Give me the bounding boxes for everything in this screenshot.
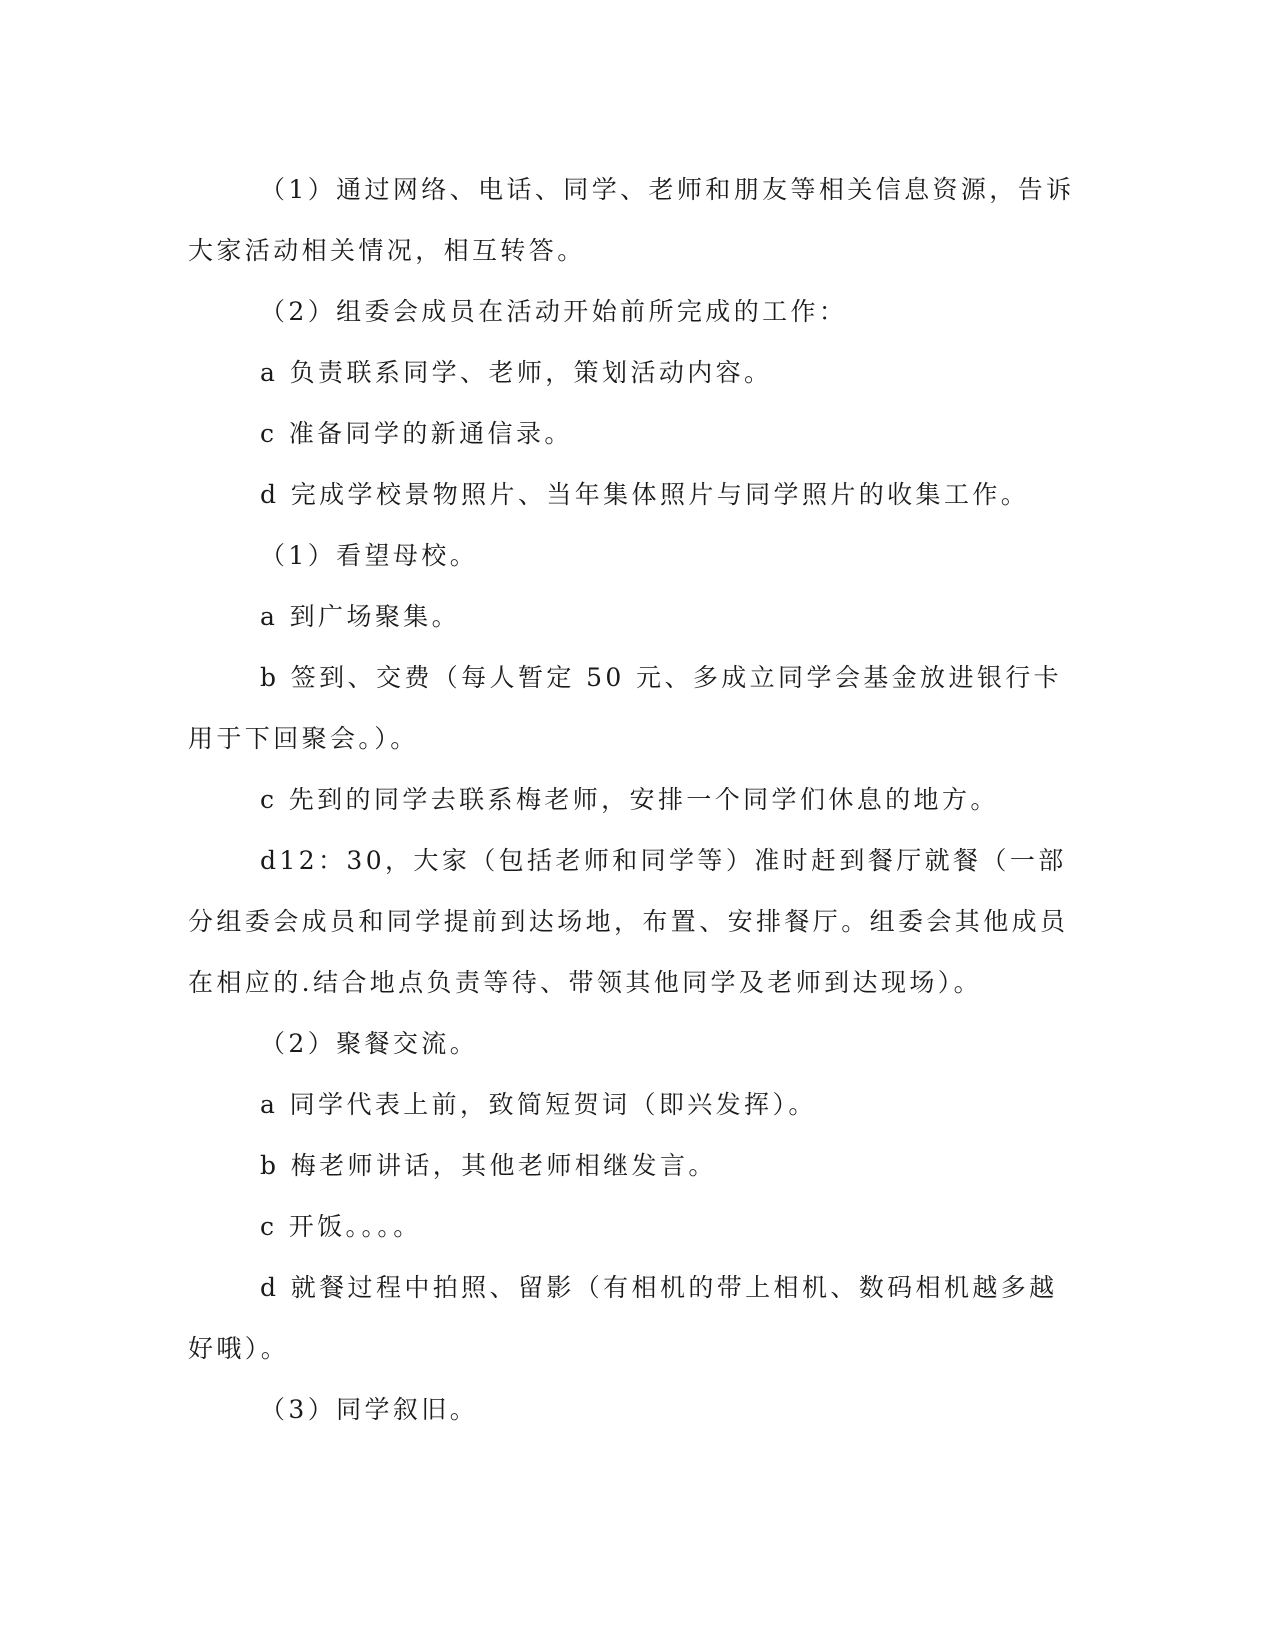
paragraph-dinner-time: d12：30，大家（包括老师和同学等）准时赶到餐厅就餐（一部分组委会成员和同学提前到达场地，布置、安排餐厅。组委会其他成员在相应的.结合地点负责等待、带领其他同学及老师到达现场）。	[188, 846, 1069, 997]
paragraph-reminisce: （3）同学叙旧。	[260, 1395, 479, 1424]
paragraph-info-sources: （1）通过网络、电话、同学、老师和朋友等相关信息资源，告诉大家活动相关情况，相互转答。	[188, 175, 1075, 265]
paragraph-sign-in: b 签到、交费（每人暂定 50 元、多成立同学会基金放进银行卡用于下回聚会。）。	[188, 663, 1063, 753]
paragraph-gather: a 到广场聚集。	[260, 602, 461, 631]
paragraph-teacher-speech: b 梅老师讲话，其他老师相继发言。	[260, 1151, 717, 1180]
paragraph-photos: d 完成学校景物照片、当年集体照片与同学照片的收集工作。	[260, 480, 1030, 509]
paragraph-dinner-exchange: （2）聚餐交流。	[260, 1029, 479, 1058]
paragraph-start-meal: c 开饭。。。。	[260, 1212, 422, 1241]
paragraph-address-book: c 准备同学的新通信录。	[260, 419, 573, 448]
paragraph-committee-work: （2）组委会成员在活动开始前所完成的工作：	[260, 297, 848, 326]
paragraph-greeting: a 同学代表上前，致简短贺词（即兴发挥）。	[260, 1090, 817, 1119]
paragraph-contact-teacher: c 先到的同学去联系梅老师，安排一个同学们休息的地方。	[260, 785, 999, 814]
document-body	[188, 159, 1078, 1440]
paragraph-photo-taking: d 就餐过程中拍照、留影（有相机的带上相机、数码相机越多越好哦）。	[188, 1273, 1058, 1363]
paragraph-visit-school: （1）看望母校。	[260, 541, 479, 570]
paragraph-contact: a 负责联系同学、老师，策划活动内容。	[260, 358, 773, 387]
